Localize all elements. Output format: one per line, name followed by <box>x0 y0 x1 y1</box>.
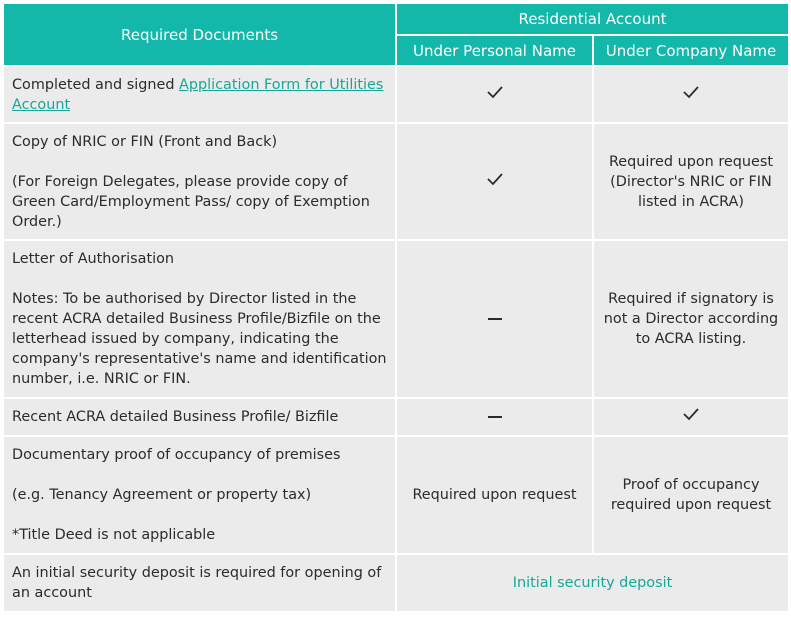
document-cell <box>3 123 396 240</box>
document-note: (For Foreign Delegates, please provide copy of Green Card/Employment Pass/ copy of Exemption Order.) <box>12 173 370 230</box>
header-under-company-name: Under Company Name <box>593 35 789 66</box>
document-footnote: *Title Deed is not applicable <box>12 527 216 543</box>
document-cell <box>3 66 396 123</box>
table-row <box>3 398 789 436</box>
personal-cell <box>396 398 593 436</box>
check-icon <box>681 84 701 100</box>
check-icon <box>485 171 505 187</box>
document-cell <box>3 240 396 398</box>
table-row <box>3 240 789 398</box>
company-cell <box>593 398 789 436</box>
document-note: Notes: To be authorised by Director listed in the recent ACRA detailed Business Profile/Bizfile on the letterhead issued by company, indicating the company's representative's name and identification number, i.e. NRIC or FIN. <box>12 291 387 387</box>
required-documents-table <box>2 2 790 613</box>
document-note: (e.g. Tenancy Agreement or property tax) <box>12 487 312 503</box>
table-row <box>3 436 789 554</box>
document-text: Copy of NRIC or FIN (Front and Back) <box>12 133 278 150</box>
document-text: Documentary proof of occupancy of premises <box>12 447 341 463</box>
company-cell: Required if signatory is not a Director according to ACRA listing. <box>593 240 789 398</box>
security-deposit-cell: Initial security deposit <box>396 554 789 612</box>
check-icon <box>485 84 505 100</box>
personal-cell <box>396 123 593 240</box>
document-cell: An initial security deposit is required for opening of an account <box>3 554 396 612</box>
check-icon <box>681 406 701 422</box>
header-required-documents: Required Documents <box>3 3 396 66</box>
company-cell: Required upon request (Director's NRIC or FIN listed in ACRA) <box>593 123 789 240</box>
table-row <box>3 554 789 612</box>
dash-icon <box>488 416 502 418</box>
company-cell: Proof of occupancy required upon request <box>593 436 789 554</box>
personal-cell <box>396 66 593 123</box>
company-cell <box>593 66 789 123</box>
header-under-personal-name: Under Personal Name <box>396 35 593 66</box>
dash-icon <box>488 318 502 320</box>
document-cell <box>3 436 396 554</box>
application-form-link[interactable]: Application Form for Utilities Account <box>12 76 384 113</box>
table-row <box>3 123 789 240</box>
document-cell: Recent ACRA detailed Business Profile/ Bizfile <box>3 398 396 436</box>
personal-cell <box>396 240 593 398</box>
table-row <box>3 66 789 123</box>
personal-cell: Required upon request <box>396 436 593 554</box>
header-residential-account: Residential Account <box>396 3 789 35</box>
document-text: Letter of Authorisation <box>12 251 175 267</box>
document-text: Completed and signed <box>12 76 180 93</box>
